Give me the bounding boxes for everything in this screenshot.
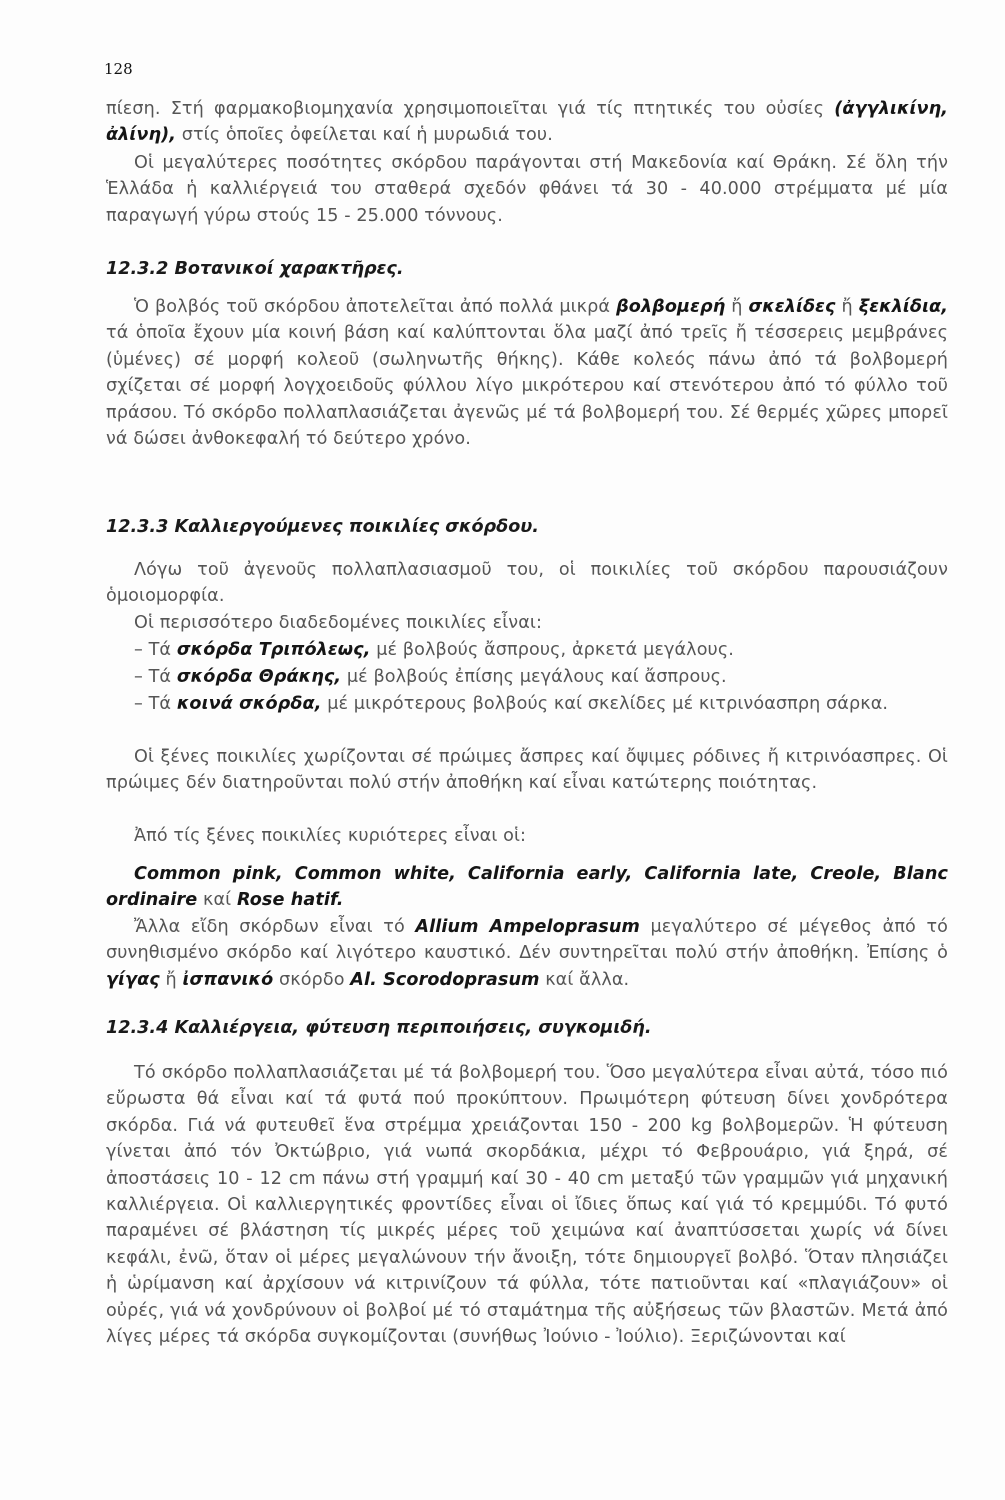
page-number: 128: [104, 60, 133, 78]
text-run: Ὁ βολβός τοῦ σκόρδου ἀποτελεῖται ἀπό πολλά μικρά: [134, 297, 617, 317]
text-run: μέ μικρότερους βολβούς καί σκελίδες μέ κιτρινόασπρη σάρκα.: [321, 694, 889, 714]
paragraph-text: [106, 914, 948, 993]
text-run: Οἱ μεγαλύτερες ποσότητες σκόρδου παράγονται στή Μακεδονία καί Θράκη. Σέ ὅλη τήν Ἑλλάδα ἡ καλλιέργειά του σταθερά σχεδόν φθάνει τά 30 - 40.000 στρέμματα μέ μία παραγωγή γύρω στούς 15 - 25.000 τόννους.: [106, 153, 948, 226]
text-run: – Τά: [134, 667, 177, 687]
text-run: Ἄλλα εἴδη σκόρδων εἶναι τό: [134, 917, 416, 937]
emphasized-term: Allium Ampeloprasum: [415, 917, 640, 937]
paragraph-text: [106, 557, 948, 610]
text-run: Λόγω τοῦ ἀγενοῦς πολλαπλασιασμοῦ του, οἱ ποικιλίες τοῦ σκόρδου παρουσιάζουν ὁμοιομορφία.: [106, 560, 948, 607]
section-heading-botanical: [106, 256, 948, 282]
emphasized-term: βολβομερή: [616, 297, 726, 317]
paragraph-production: [106, 150, 948, 229]
emphasized-term: Al. Scorodoprasum: [350, 969, 540, 990]
paragraph-text: [106, 691, 948, 717]
emphasized-term: σκόρδα Τριπόλεως,: [176, 640, 371, 660]
heading-text: 12.3.3 Καλλιεργούμενες ποικιλίες σκόρδου.: [106, 517, 539, 537]
text-run: Οἱ περισσότερο διαδεδομένες ποικιλίες εἶναι:: [134, 613, 542, 633]
paragraph-text: [106, 96, 948, 149]
text-run: ἤ: [159, 969, 183, 990]
emphasized-term: σκελίδες: [748, 297, 836, 317]
text-run: – Τά: [134, 694, 177, 714]
paragraph-text: [106, 664, 948, 690]
text-run: ἤ: [835, 297, 859, 317]
text-run: στίς ὁποῖες ὀφείλεται καί ἡ μυρωδιά του.: [176, 125, 553, 146]
paragraph-text: [106, 294, 948, 452]
text-run: σκόρδο: [273, 969, 351, 990]
paragraph-text: [106, 744, 948, 797]
text-run: Τό σκόρδο πολλαπλασιάζεται μέ τά βολβομερή του. Ὅσο μεγαλύτερα εἶναι αὐτά, τόσο πιό εὔρωστα θά εἶναι καί τά φυτά πού προκύπτουν. Πρωιμότερη φύτευση δίνει χονδρότερα σκόρδα. Γιά νά φυτευθεῖ ἕνα στρέμμα χρειάζονται 150 - 200 kg βολβομερῶν. Ἡ φύτευση γίνεται ἀπό τόν Ὀκτώβριο, γιά νωπά σκορδάκια, μέχρι τό Φεβρουάριο, γιά ξηρά, σέ ἀποστάσεις 10 - 12 cm πάνω στή γραμμή καί 30 - 40 cm μεταξύ τῶν γραμμῶν γιά μηχανική καλλιέργεια. Οἱ καλλιεργητικές φροντίδες εἶναι οἱ ἴδιες ὅπως καί γιά τό κρεμμύδι. Τό φυτό παραμένει σέ βλάστηση τίς μικρές μέρες τοῦ χειμώνα καί ἀναπτύσσεται χωρίς νά δίνει κεφάλι, ἐνῶ, ὅταν οἱ μέρες μεγαλώνουν τήν ἄνοιξη, τότε δημιουργεῖ βολβό. Ὅταν πλησιάζει ἡ ὡρίμανση καί ἀρχίσουν νά κιτρινίζουν τά φύλλα, τότε πατιοῦνται καί «πλαγιάζουν» οἱ οὐρές, γιά νά χονδρύνουν οἱ βολβοί μέ τό σταμάτημα τῆς αὐξήσεως τῶν βλαστῶν. Μετά ἀπό λίγες μέρες τά σκόρδα συγκομίζονται (συνήθως Ἰούνιο - Ἰούλιο). Ξεριζώνονται καί: [106, 1063, 948, 1348]
paragraph-text: [106, 637, 948, 663]
section-heading-varieties: [106, 514, 948, 540]
paragraph-text: [106, 823, 948, 849]
text-run: τά ὁποῖα ἔχουν μία κοινή βάση καί καλύπτονται ὅλα μαζί ἀπό τρεῖς ἤ τέσσερεις μεμβράνες (ὑμένες) σέ μορφή κολεοῦ (σωληνωτῆς θήκης). Κάθε κολεός πάνω ἀπό τά βολβομερή σχίζεται σέ μορφή λογχοειδοῦς φύλλου λίγο μικρότερου καί στενότερου ἀπό τό φύλλο τοῦ πράσου. Τό σκόρδο πολλαπλασιάζεται ἀγενῶς μέ τά βολβομερή του. Σέ θερμές χῶρες μπορεῖ νά δώσει ἀνθοκεφαλή τό δεύτερο χρόνο.: [106, 323, 948, 450]
paragraph-main-foreign: [106, 823, 948, 849]
emphasized-term: (ἀγγλικίνη, ἀλίνη),: [106, 99, 948, 146]
text-run: πίεση. Στή φαρμακοβιομηχανία χρησιμοποιεῖται γιά τίς πτητικές του οὐσίες: [106, 99, 835, 119]
text-run: Ἀπό τίς ξένες ποικιλίες κυριότερες εἶναι οἱ:: [134, 826, 527, 846]
list-item-common-garlic: [106, 691, 948, 717]
paragraph-text: [106, 1060, 948, 1350]
text-run: καί ἄλλα.: [539, 969, 630, 990]
paragraph-text: [106, 610, 948, 636]
heading-text: 12.3.4 Καλλιέργεια, φύτευση περιποιήσεις, συγκομιδή.: [106, 1018, 652, 1038]
section-heading-cultivation: [106, 1015, 948, 1041]
text-run: μέ βολβούς ἄσπρους, ἀρκετά μεγάλους.: [370, 640, 734, 660]
paragraph-text: [106, 150, 948, 229]
paragraph-cultivation: [106, 1060, 948, 1350]
paragraph-botanical: [106, 294, 948, 452]
list-item-thrace: [106, 664, 948, 690]
heading-text: 12.3.2 Βοτανικοί χαρακτῆρες.: [106, 259, 404, 279]
emphasized-term: κοινά σκόρδα,: [176, 694, 322, 714]
emphasized-term: σκόρδα Θράκης,: [176, 667, 342, 687]
text-run: καί: [197, 890, 237, 911]
text-run: μέ βολβούς ἐπίσης μεγάλους καί ἄσπρους.: [341, 667, 727, 687]
paragraph-text: [106, 861, 948, 914]
emphasized-term: Rose hatif.: [236, 890, 344, 911]
emphasized-term: ἰσπανικό: [182, 969, 274, 990]
paragraph-common-varieties: [106, 610, 948, 636]
text-run: μεγαλύτερο σέ μέγεθος ἀπό τό συνηθισμένο σκόρδο καί λιγότερο καυστικό. Δέν συντηρεῖται πολύ στήν ἀποθήκη. Ἐπίσης ὁ: [106, 917, 949, 964]
paragraph-other-species: [106, 914, 948, 993]
text-run: Οἱ ξένες ποικιλίες χωρίζονται σέ πρώιμες ἄσπρες καί ὄψιμες ρόδινες ἤ κιτρινόασπρες. Οἱ πρώιμες δέν διατηροῦνται πολύ στήν ἀποθήκη καί εἶναι κατώτερης ποιότητας.: [106, 747, 948, 794]
text-run: – Τά: [134, 640, 177, 660]
text-run: ἤ: [725, 297, 749, 317]
list-item-tripoli: [106, 637, 948, 663]
paragraph-variety-names: [106, 861, 948, 914]
paragraph-pharma-uses: [106, 96, 948, 149]
paragraph-foreign-varieties: [106, 744, 948, 797]
emphasized-term: ξεκλίδια,: [858, 297, 948, 317]
paragraph-uniformity: [106, 557, 948, 610]
emphasized-term: γίγας: [106, 969, 160, 990]
emphasized-term: Common pink, Common white, California early, California late, Creole, Blanc ordinaire: [106, 864, 948, 911]
